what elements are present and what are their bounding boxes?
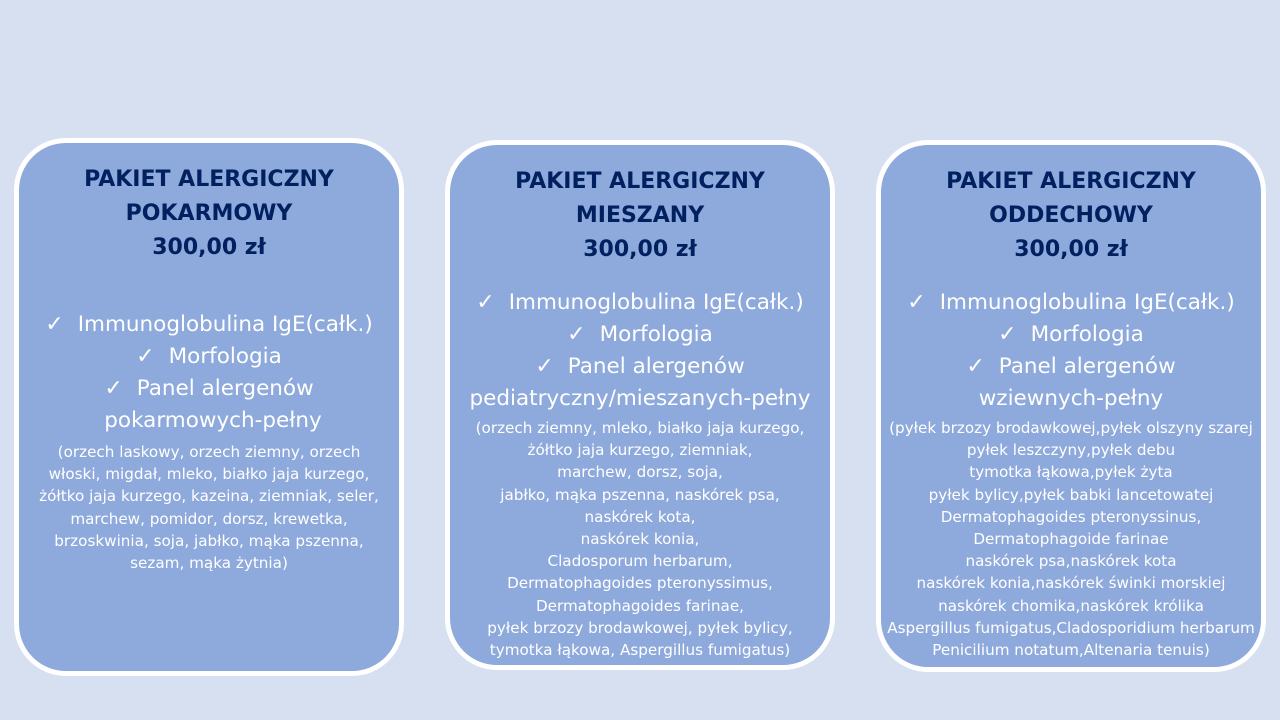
package-items bbox=[450, 287, 830, 415]
list-item bbox=[881, 319, 1261, 351]
package-card-mixed bbox=[445, 140, 835, 670]
allergen-line: marchew, dorsz, soja, bbox=[557, 463, 723, 482]
allergen-line: jabłko, mąka pszenna, naskórek psa, bbox=[500, 485, 780, 504]
allergen-line: tymotka łąkowa, Aspergillus fumigatus) bbox=[489, 641, 791, 660]
allergen-line: żółtko jaja kurzego, ziemniak, bbox=[527, 441, 753, 460]
list-item bbox=[881, 287, 1261, 319]
check-icon: ✓ bbox=[567, 322, 586, 347]
allergen-line: naskórek konia, bbox=[580, 530, 700, 549]
package-items bbox=[881, 287, 1261, 415]
allergen-line: Dermatophagoide farinae bbox=[973, 530, 1169, 549]
allergen-line: pyłek bylicy,pyłek babki lancetowatej bbox=[928, 485, 1214, 504]
allergen-line: sezam, mąka żytnia) bbox=[130, 554, 288, 573]
list-item bbox=[450, 287, 830, 319]
allergen-line: tymotka łąkowa,pyłek żyta bbox=[969, 463, 1173, 482]
package-subtitle: POKARMOWY bbox=[125, 201, 293, 226]
list-item bbox=[19, 341, 399, 373]
list-item bbox=[19, 373, 399, 405]
allergen-line: Dermatophagoides farinae, bbox=[535, 596, 745, 615]
list-item bbox=[450, 351, 830, 383]
package-items bbox=[19, 309, 399, 437]
allergen-line: marchew, pomidor, dorsz, krewetka, bbox=[70, 509, 348, 528]
list-item bbox=[450, 319, 830, 351]
package-subtitle: ODDECHOWY bbox=[989, 203, 1153, 228]
allergen-line: (orzech laskowy, orzech ziemny, orzech bbox=[57, 443, 361, 461]
allergen-line: naskórek chomika,naskórek królika bbox=[938, 596, 1204, 615]
allergen-line: brzoskwinia, soja, jabłko, mąka pszenna, bbox=[54, 531, 364, 550]
allergen-line: Penicilium notatum,Altenaria tenuis) bbox=[932, 641, 1210, 660]
item-label: Panel alergenów bbox=[567, 354, 745, 379]
allergen-line: Dermatophagoides pteronyssimus, bbox=[507, 574, 773, 593]
package-title: PAKIET ALERGICZNY bbox=[515, 169, 765, 194]
allergen-list bbox=[881, 417, 1261, 661]
list-item-continuation: pokarmowych-pełny bbox=[104, 408, 322, 433]
package-header bbox=[881, 165, 1261, 267]
check-icon: ✓ bbox=[476, 290, 495, 315]
check-icon: ✓ bbox=[907, 290, 926, 315]
package-header bbox=[450, 165, 830, 267]
allergen-line: naskórek psa,naskórek kota bbox=[965, 552, 1177, 571]
list-item bbox=[881, 351, 1261, 383]
package-price: 300,00 zł bbox=[152, 235, 266, 260]
item-label: Immunoglobulina IgE(całk.) bbox=[77, 312, 373, 337]
package-title: PAKIET ALERGICZNY bbox=[84, 167, 334, 192]
allergen-line: Dermatophagoides pteronyssinus, bbox=[940, 507, 1202, 526]
allergen-list bbox=[450, 417, 830, 661]
allergen-line: włoski, migdał, mleko, białko jaja kurzego, bbox=[48, 465, 370, 484]
allergen-line: naskórek kota, bbox=[584, 507, 696, 526]
allergen-list bbox=[19, 441, 399, 574]
check-icon: ✓ bbox=[104, 376, 123, 401]
package-subtitle: MIESZANY bbox=[575, 203, 705, 228]
allergen-line: Cladosporum herbarum, bbox=[547, 552, 733, 571]
item-label: Morfologia bbox=[1030, 322, 1144, 347]
item-label: Panel alergenów bbox=[998, 354, 1176, 379]
check-icon: ✓ bbox=[998, 322, 1017, 347]
check-icon: ✓ bbox=[136, 344, 155, 369]
allergen-line: naskórek konia,naskórek świnki morskiej bbox=[916, 574, 1226, 593]
item-label: Immunoglobulina IgE(całk.) bbox=[508, 290, 804, 315]
package-price: 300,00 zł bbox=[1014, 237, 1128, 262]
list-item bbox=[19, 309, 399, 341]
package-card-food bbox=[14, 138, 404, 676]
allergen-line: (orzech ziemny, mleko, białko jaja kurzego, bbox=[475, 419, 805, 437]
package-price: 300,00 zł bbox=[583, 237, 697, 262]
allergen-line: pyłek leszczyny,pyłek debu bbox=[966, 441, 1176, 460]
allergen-line: pyłek brzozy brodawkowej, pyłek bylicy, bbox=[487, 618, 793, 637]
list-item-continuation: pediatryczny/mieszanych-pełny bbox=[469, 386, 811, 411]
check-icon: ✓ bbox=[966, 354, 985, 379]
item-label: Morfologia bbox=[168, 344, 282, 369]
package-header bbox=[19, 163, 399, 265]
allergen-line: żółtko jaja kurzego, kazeina, ziemniak, seler, bbox=[39, 487, 379, 506]
allergen-line: (pyłek brzozy brodawkowej,pyłek olszyny szarej bbox=[889, 419, 1253, 437]
item-label: Morfologia bbox=[599, 322, 713, 347]
item-label: Panel alergenów bbox=[136, 376, 314, 401]
item-label: Immunoglobulina IgE(całk.) bbox=[939, 290, 1235, 315]
check-icon: ✓ bbox=[535, 354, 554, 379]
package-title: PAKIET ALERGICZNY bbox=[946, 169, 1196, 194]
allergen-line: Aspergillus fumigatus,Cladosporidium herbarum bbox=[887, 618, 1255, 637]
check-icon: ✓ bbox=[45, 312, 64, 337]
list-item-continuation: wziewnych-pełny bbox=[978, 386, 1164, 411]
package-card-respiratory bbox=[876, 140, 1266, 672]
